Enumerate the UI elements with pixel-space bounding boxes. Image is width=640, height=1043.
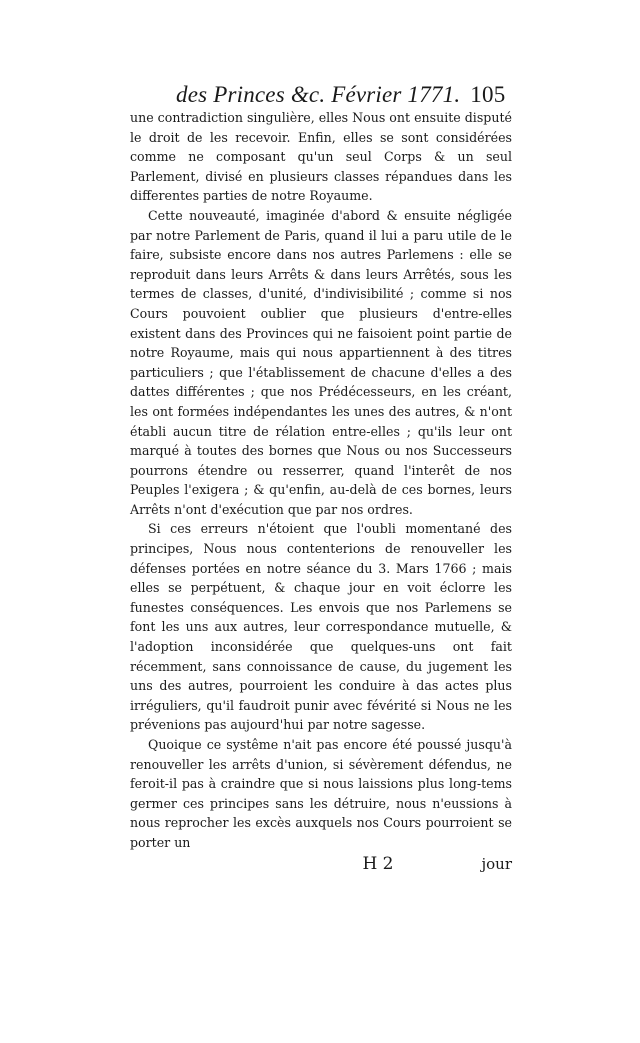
paragraph-2: Cette nouveauté, imaginée d'abord & ensuite négligée par notre Parlement de Paris, quand il lui a paru utile de le faire, subsiste encore dans nos autres Parlemens : elle se reproduit dans leurs Arrêts & dans leurs Arrêtés, sous les termes de classes, d'unité, d'indivisibilité ; comme si nos Cours pouvoient oublier que plusieurs d'entre-elles existent dans des Provinces qui ne faisoient point partie de notre Royaume, mais qui nous appartiennent à des titres particuliers ; que l'établissement de chacune d'elles a des dattes différentes ; que nos Prédécesseurs, en les créant, les ont formées indépendantes les unes des autres, & n'ont établi aucun titre de rélation entre-elles ; qu'ils leur ont marqué à toutes des bornes que Nous ou nos Successeurs pourrons étendre ou resserrer, quand l'interêt de nos Peuples l'exigera ; & qu'enfin, au-delà de ces bornes, leurs Arrêts n'ont d'exécution que par nos ordres.	[130, 207, 512, 517]
catchword: jour	[481, 854, 512, 873]
paragraph-1: une contradiction singulière, elles Nous ont ensuite disputé le droit de les recevoir. Enfin, elles se sont considérées comme ne composant qu'un seul Corps & un seul Parlement, divisé en plusieurs classes répandues dans les differentes parties de notre Royaume.	[130, 110, 512, 204]
paragraph-4: Quoique ce systême n'ait pas encore été poussé jusqu'à renouveller les arrêts d'union, si sévèrement défendus, ne feroit-il pas à craindre que si nous laissions plus long-tems germer ces principes sans les détruire, nous n'eussions à nous reprocher les excès auxquels nos Cours pourroient se porter un	[130, 737, 512, 850]
paragraph-3: Si ces erreurs n'étoient que l'oubli momentané des principes, Nous nous contenterions de renouveller les défenses portées en notre séance du 3. Mars 1766 ; mais elles se perpétuent, & chaque jour en voit éclorre les funestes conséquences. Les envois que nos Parlemens se font les uns aux autres, leur correspondance mutuelle, & l'adoption inconsidérée que quelques-uns ont fait récemment, sans connoissance de cause, du jugement les uns des autres, pourroient les conduire à das actes plus irréguliers, qu'il faudroit punir avec févérité si Nous ne les prévenions pas aujourd'hui par notre sagesse.	[130, 521, 512, 733]
page-number: 105	[470, 82, 506, 107]
running-title: des Princes &c. Février 1771.	[176, 82, 461, 107]
page-header	[130, 82, 512, 108]
book-page	[130, 82, 512, 875]
body-text	[130, 108, 512, 853]
signature-mark: H 2	[362, 853, 394, 874]
page-footer	[130, 853, 512, 875]
